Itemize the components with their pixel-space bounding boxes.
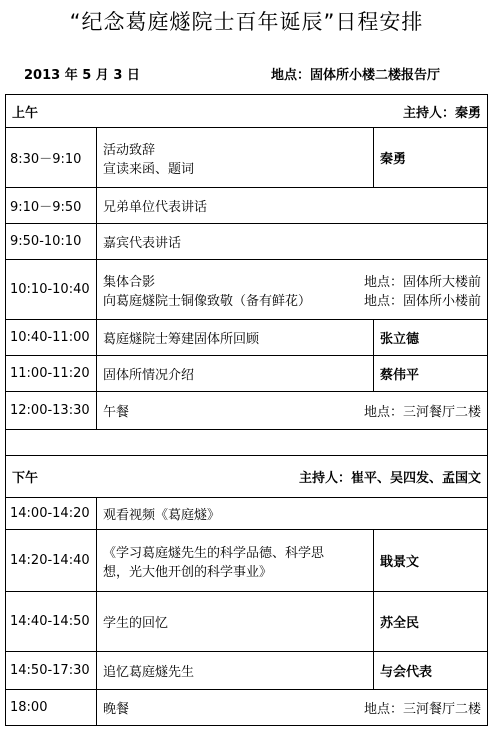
speaker-cell: 秦勇 [374,128,488,188]
activity-cell [97,392,488,430]
table-row [6,592,488,652]
activity-text: 向葛庭燧院士铜像致敬（备有鲜花） [103,293,312,309]
activity-line [103,698,481,717]
activity-cell [97,530,374,592]
afternoon-label: 下午 [12,471,39,486]
activity-line: 想，光大他开创的科学事业》 [103,564,273,580]
time-cell: 10:40-11:00 [6,320,97,356]
time-cell: 12:00-13:30 [6,392,97,430]
morning-label: 上午 [12,105,39,121]
table-row [6,392,488,430]
table-row [6,260,488,320]
time-cell: 14:00-14:20 [6,498,97,530]
time-cell: 18:00 [6,690,97,726]
activity-cell: 兄弟单位代表讲话 [97,188,488,224]
speaker-cell: 苏全民 [374,592,488,652]
event-venue: 地点：固体所小楼二楼报告厅 [271,68,441,83]
time-cell: 9:50-10:10 [6,224,97,260]
location-text: 地点：三河餐厅二楼 [364,405,482,420]
afternoon-host: 主持人：崔平、吴四发、孟国文 [299,471,482,486]
activity-cell: 固体所情况介绍 [97,356,374,392]
time-cell: 10:10-10:40 [6,260,97,320]
location-text: 地点：固体所大楼前 [364,274,482,290]
time-cell: 14:40-14:50 [6,592,97,652]
activity-line: 《学习葛庭燧先生的科学品德、科学思 [103,545,325,561]
table-row [6,188,488,224]
activity-cell [97,128,374,188]
activity-cell: 学生的回忆 [97,592,374,652]
location-text: 地点：三河餐厅二楼 [364,702,482,717]
speaker-cell: 与会代表 [374,652,488,690]
location-text: 地点：固体所小楼前 [364,293,482,309]
afternoon-header [6,456,488,498]
table-row [6,652,488,690]
morning-host: 主持人：秦勇 [403,105,482,121]
spacer-row [6,430,488,456]
activity-line [103,271,481,290]
time-cell: 14:50-17:30 [6,652,97,690]
table-row [6,498,488,530]
table-row [6,320,488,356]
activity-text: 午餐 [103,405,130,420]
activity-cell [97,690,488,726]
table-row [6,530,488,592]
time-cell: 11:00-11:20 [6,356,97,392]
speaker-cell: 戢景文 [374,530,488,592]
activity-cell [97,260,488,320]
schedule-table [5,94,488,726]
table-row [6,224,488,260]
activity-cell: 嘉宾代表讲话 [97,224,488,260]
activity-cell: 追忆葛庭燧先生 [97,652,374,690]
activity-line [103,401,481,420]
speaker-cell: 张立德 [374,320,488,356]
table-row [6,128,488,188]
activity-line: 宣读来函、题词 [103,161,195,177]
page-title: “纪念葛庭燧院士百年诞辰”日程安排 [69,10,424,34]
spacer-cell [6,430,488,456]
morning-header-row [6,95,488,128]
time-cell: 14:20-14:40 [6,530,97,592]
speaker-cell: 蔡伟平 [374,356,488,392]
activity-line [103,290,481,309]
time-cell: 9:10－9:50 [6,188,97,224]
activity-cell: 观看视频《葛庭燧》 [97,498,488,530]
activity-text: 晚餐 [103,702,130,717]
table-row [6,356,488,392]
activity-text: 集体合影 [103,274,156,290]
afternoon-header-row [6,456,488,498]
time-cell: 8:30－9:10 [6,128,97,188]
event-date: 2013 年 5 月 3 日 [24,68,140,83]
activity-line: 活动致辞 [103,142,156,158]
table-row [6,690,488,726]
morning-header [6,95,488,128]
activity-cell: 葛庭燧院士筹建固体所回顾 [97,320,374,356]
